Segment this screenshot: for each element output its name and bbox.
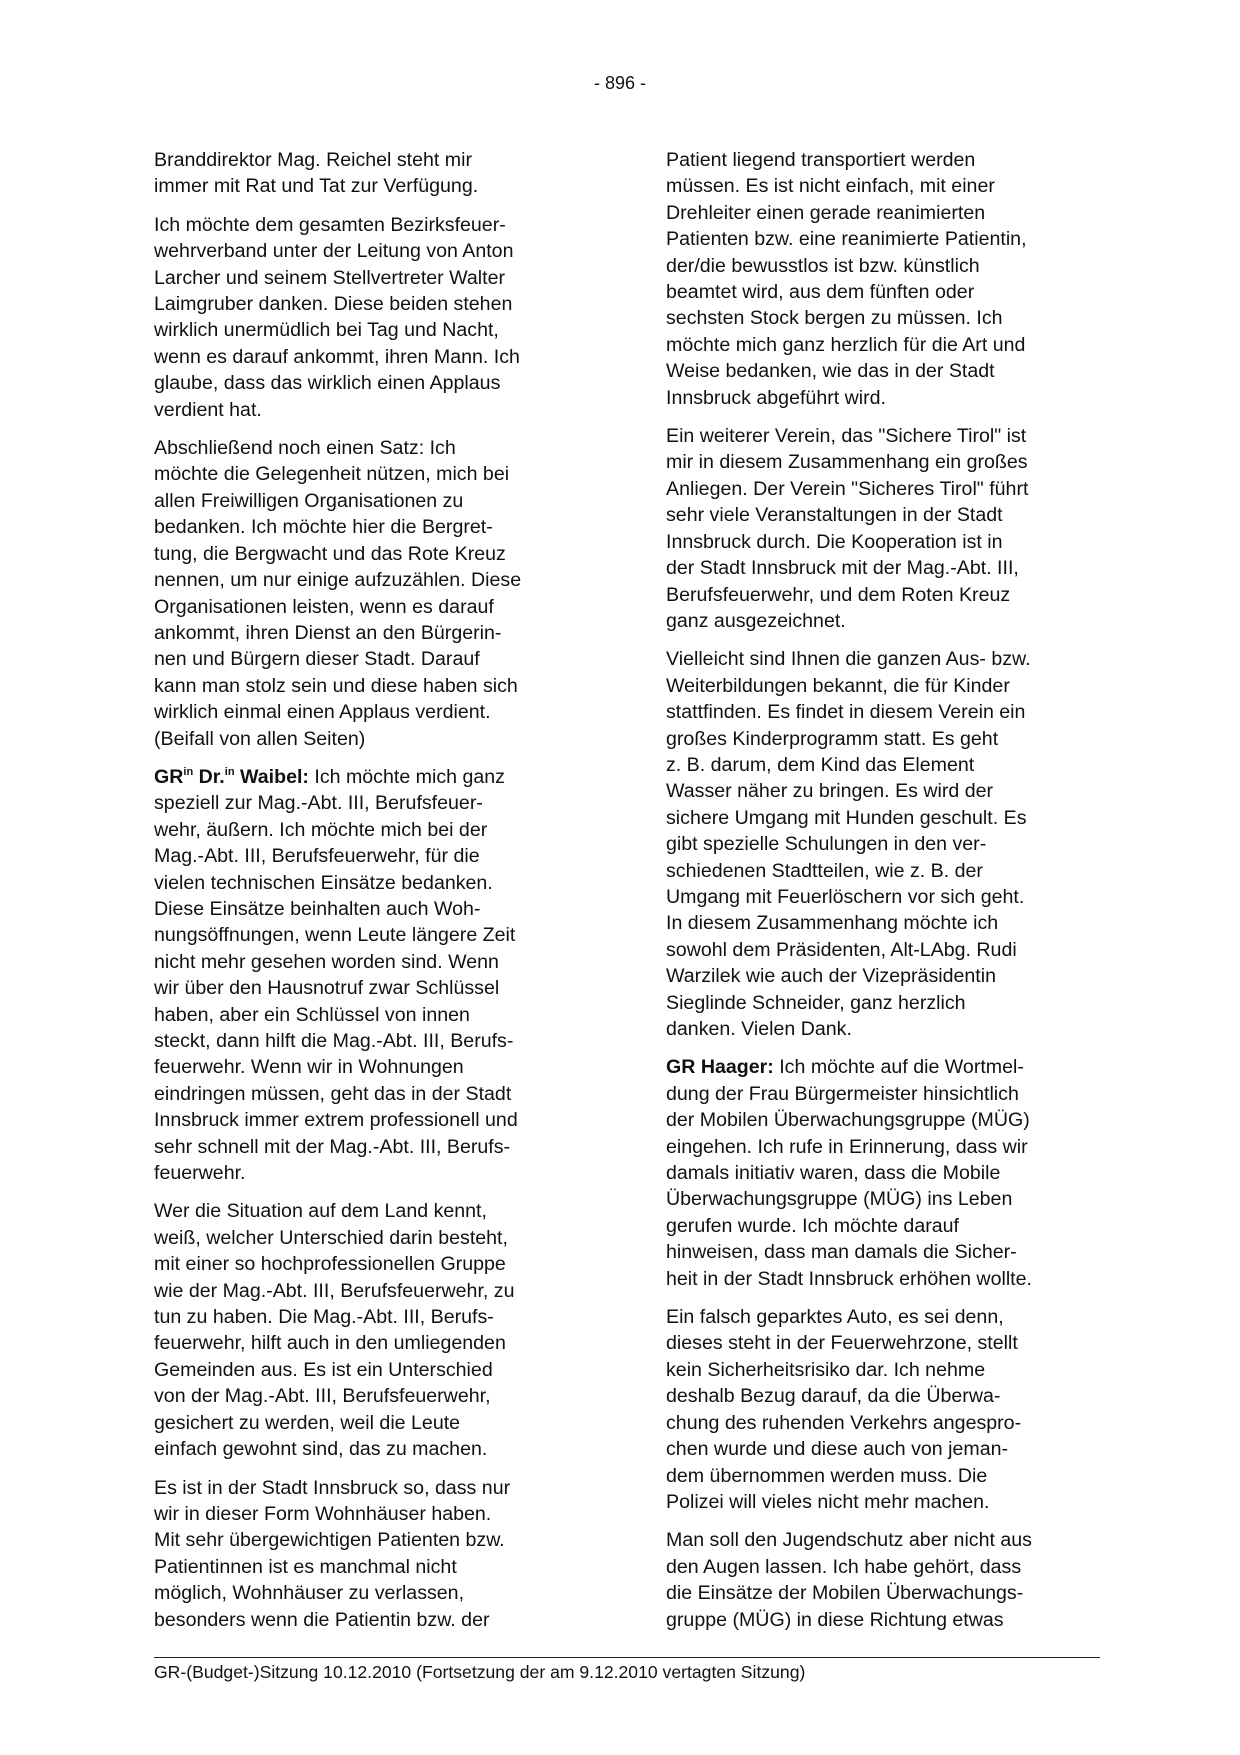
paragraph-line: kein Sicherheitsrisiko dar. Ich nehme — [666, 1358, 986, 1381]
paragraph-line: Ein weiterer Verein, das "Sichere Tirol" ist — [666, 425, 1027, 448]
paragraph-line: schiedenen Stadtteilen, wie z. B. der — [666, 859, 983, 882]
paragraph-line: nungsöffnungen, wenn Leute längere Zeit — [154, 924, 516, 947]
paragraph-line: Berufsfeuerwehr, und dem Roten Kreuz — [666, 583, 1011, 606]
paragraph-line: Es ist in der Stadt Innsbruck so, dass nur — [154, 1476, 511, 1499]
paragraph-line: wehr, äußern. Ich möchte mich bei der — [154, 818, 488, 841]
paragraph-line: wenn es darauf ankommt, ihren Mann. Ich — [154, 345, 520, 368]
paragraph-line: ganz ausgezeichnet. — [666, 609, 846, 632]
paragraph-line: dung der Frau Bürgermeister hinsichtlich — [666, 1082, 1019, 1105]
paragraph-line: möchte die Gelegenheit nützen, mich bei — [154, 463, 510, 486]
paragraph-line: müssen. Es ist nicht einfach, mit einer — [666, 175, 995, 198]
paragraph-line: mit einer so hochprofessionellen Gruppe — [154, 1253, 506, 1276]
paragraph-line: Wer die Situation auf dem Land kennt, — [154, 1200, 487, 1223]
paragraph-line: Gemeinden aus. Es ist ein Unterschied — [154, 1358, 493, 1381]
paragraph-line: Vielleicht sind Ihnen die ganzen Aus- bzw. — [666, 648, 1031, 671]
right-column — [666, 147, 1112, 1645]
paragraph-line: Polizei will vieles nicht mehr machen. — [666, 1490, 990, 1513]
paragraph-line: immer mit Rat und Tat zur Verfügung. — [154, 175, 479, 198]
paragraph-line: Warzilek wie auch der Vizepräsidentin — [666, 965, 996, 988]
paragraph-line: von der Mag.-Abt. III, Berufsfeuerwehr, — [154, 1385, 491, 1408]
paragraph-line: Diese Einsätze beinhalten auch Woh- — [154, 897, 481, 920]
paragraph-line: nen und Bürgern dieser Stadt. Darauf — [154, 648, 480, 671]
paragraph-line: weiß, welcher Unterschied darin besteht, — [154, 1226, 508, 1249]
paragraph-line: dieses steht in der Feuerwehrzone, stellt — [666, 1332, 1018, 1355]
paragraph-line: vielen technischen Einsätze bedanken. — [154, 871, 493, 894]
paragraph-line: speziell zur Mag.-Abt. III, Berufsfeuer- — [154, 792, 483, 815]
paragraph-line: nennen, um nur einige aufzuzählen. Diese — [154, 569, 522, 592]
paragraph-line: Innsbruck abgeführt wird. — [666, 386, 886, 409]
paragraph-line: wie der Mag.-Abt. III, Berufsfeuerwehr, zu — [154, 1279, 515, 1302]
speaker-name — [154, 766, 309, 788]
paragraph-line: sichere Umgang mit Hunden geschult. Es — [666, 806, 1027, 829]
paragraph-line: Mit sehr übergewichtigen Patienten bzw. — [154, 1529, 505, 1552]
page-number: - 896 - — [593, 73, 647, 93]
paragraph-line: sehr viele Veranstaltungen in der Stadt — [666, 504, 1003, 527]
paragraph-line: Ein falsch geparktes Auto, es sei denn, — [666, 1306, 1004, 1329]
paragraph-line: feuerwehr. — [154, 1162, 246, 1185]
paragraph-line: großes Kinderprogramm statt. Es geht — [666, 727, 999, 750]
paragraph-line: Man soll den Jugendschutz aber nicht aus — [666, 1529, 1032, 1552]
paragraph-line: haben, aber ein Schlüssel von innen — [154, 1003, 470, 1026]
paragraph-line: deshalb Bezug darauf, da die Überwa- — [666, 1385, 1001, 1408]
paragraph-line: eindringen müssen, geht das in der Stadt — [154, 1082, 512, 1105]
paragraph-line: Larcher und seinem Stellvertreter Walter — [154, 266, 506, 289]
paragraph-line: tung, die Bergwacht und das Rote Kreuz — [154, 542, 506, 565]
paragraph-line — [666, 1054, 1112, 1080]
paragraph-line: Mag.-Abt. III, Berufsfeuerwehr, für die — [154, 845, 480, 868]
speaker-prefix: GR — [154, 765, 184, 788]
left-column — [154, 147, 600, 1645]
speaker-title-suffix: in — [183, 765, 194, 778]
paragraph-line: Sieglinde Schneider, ganz herzlich — [666, 991, 966, 1014]
paragraph-line: Anliegen. Der Verein "Sicheres Tirol" führt — [666, 477, 1029, 500]
speaker-statement-start: Ich möchte mich ganz — [308, 765, 505, 788]
paragraph — [666, 1527, 1112, 1633]
paragraph-line: Laimgruber danken. Diese beiden stehen — [154, 293, 513, 316]
paragraph-line: gibt spezielle Schulungen in den ver- — [666, 833, 987, 856]
paragraph-line: dem übernommen werden muss. Die — [666, 1464, 988, 1487]
paragraph-line: glaube, dass das wirklich einen Applaus — [154, 372, 501, 395]
paragraph — [154, 1475, 600, 1633]
paragraph-line: Innsbruck immer extrem professionell und — [154, 1109, 518, 1132]
paragraph-line: Abschließend noch einen Satz: Ich — [154, 437, 456, 460]
paragraph-line: besonders wenn die Patientin bzw. der — [154, 1608, 490, 1631]
paragraph-line: damals initiativ waren, dass die Mobile — [666, 1162, 1001, 1185]
paragraph — [666, 1054, 1112, 1292]
paragraph-line: Innsbruck durch. Die Kooperation ist in — [666, 530, 1003, 553]
paragraph-line: den Augen lassen. Ich habe gehört, dass — [666, 1555, 1022, 1578]
paragraph-line: chung des ruhenden Verkehrs angespro- — [666, 1411, 1022, 1434]
paragraph-line: sehr schnell mit der Mag.-Abt. III, Berufs- — [154, 1135, 511, 1158]
paragraph-line: z. B. darum, dem Kind das Element — [666, 753, 975, 776]
paragraph-line: Umgang mit Feuerlöschern vor sich geht. — [666, 885, 1025, 908]
paragraph — [154, 435, 600, 752]
speaker-name: GR Haager: — [666, 1056, 774, 1079]
paragraph-line: wir über den Hausnotruf zwar Schlüssel — [154, 977, 500, 1000]
paragraph-line: sowohl dem Präsidenten, Alt-LAbg. Rudi — [666, 938, 1017, 961]
paragraph — [154, 212, 600, 423]
paragraph-line: nicht mehr gesehen worden sind. Wenn — [154, 950, 499, 973]
paragraph — [154, 1198, 600, 1462]
paragraph-line: der Stadt Innsbruck mit der Mag.-Abt. III, — [666, 557, 1019, 580]
paragraph-line: eingehen. Ich rufe in Erinnerung, dass wir — [666, 1135, 1028, 1158]
paragraph-line: ankommt, ihren Dienst an den Bürgerin- — [154, 621, 502, 644]
paragraph — [666, 147, 1112, 411]
paragraph-line: mir in diesem Zusammenhang ein großes — [666, 451, 1028, 474]
paragraph-line: danken. Vielen Dank. — [666, 1018, 852, 1040]
paragraph-line: Patient liegend transportiert werden — [666, 149, 976, 171]
paragraph-line: Branddirektor Mag. Reichel steht mir — [154, 149, 472, 171]
paragraph-line: stattfinden. Es findet in diesem Verein ein — [666, 701, 1026, 724]
paragraph — [154, 764, 600, 1187]
paragraph-line: wehrverband unter der Leitung von Anton — [154, 240, 514, 263]
paragraph-line: hinweisen, dass man damals die Sicher- — [666, 1241, 1017, 1264]
paragraph-line: die Einsätze der Mobilen Überwachungs- — [666, 1582, 1024, 1605]
paragraph-line: möchte mich ganz herzlich für die Art und — [666, 333, 1026, 356]
speaker-statement-start: Ich möchte auf die Wortmel- — [773, 1056, 1024, 1079]
speaker-title: Dr. — [193, 765, 225, 788]
paragraph-line: Überwachungsgruppe (MÜG) ins Leben — [666, 1188, 1013, 1211]
paragraph-line: Patientinnen ist es manchmal nicht — [154, 1555, 457, 1578]
paragraph-line: wirklich unermüdlich bei Tag und Nacht, — [154, 319, 499, 342]
speaker-name — [666, 1056, 774, 1078]
paragraph-line: beamtet wird, aus dem fünften oder — [666, 281, 975, 304]
paragraph-line: tun zu haben. Die Mag.-Abt. III, Berufs- — [154, 1306, 494, 1329]
footer-divider — [154, 1657, 1100, 1658]
paragraph-line: wir in dieser Form Wohnhäuser haben. — [154, 1502, 492, 1525]
paragraph — [666, 1304, 1112, 1515]
paragraph-line: allen Freiwilligen Organisationen zu — [154, 489, 464, 512]
paragraph-line: der/die bewusstlos ist bzw. künstlich — [666, 254, 980, 277]
paragraph-line — [154, 764, 600, 790]
paragraph-line: (Beifall von allen Seiten) — [154, 727, 366, 750]
paragraph-line: gruppe (MÜG) in diese Richtung etwas — [666, 1608, 1004, 1631]
paragraph-line: heit in der Stadt Innsbruck erhöhen wollte. — [666, 1267, 1032, 1290]
paragraph-line: Ich möchte dem gesamten Bezirksfeuer- — [154, 213, 506, 236]
paragraph-line: gesichert zu werden, weil die Leute — [154, 1411, 461, 1434]
paragraph — [666, 423, 1112, 634]
paragraph-line: In diesem Zusammenhang möchte ich — [666, 912, 999, 935]
paragraph-line: Organisationen leisten, wenn es darauf — [154, 595, 494, 618]
paragraph-line: der Mobilen Überwachungsgruppe (MÜG) — [666, 1109, 1030, 1132]
paragraph-line: möglich, Wohnhäuser zu verlassen, — [154, 1582, 465, 1605]
speaker-name: Waibel: — [234, 765, 309, 788]
paragraph-line: Wasser näher zu bringen. Es wird der — [666, 780, 994, 803]
paragraph-line: feuerwehr. Wenn wir in Wohnungen — [154, 1056, 464, 1079]
paragraph-line: Weise bedanken, wie das in der Stadt — [666, 360, 995, 383]
paragraph-line: Weiterbildungen bekannt, die für Kinder — [666, 674, 1010, 697]
paragraph-line: sechsten Stock bergen zu müssen. Ich — [666, 307, 1003, 330]
footer-session-info: GR-(Budget-)Sitzung 10.12.2010 (Fortsetzung der am 9.12.2010 vertagten Sitzung) — [154, 1662, 806, 1682]
paragraph — [666, 646, 1112, 1042]
paragraph-line: chen wurde und diese auch von jeman- — [666, 1438, 1009, 1461]
paragraph-line: verdient hat. — [154, 398, 262, 421]
paragraph-line: einfach gewohnt sind, das zu machen. — [154, 1438, 488, 1461]
paragraph-line: bedanken. Ich möchte hier die Bergret- — [154, 516, 493, 539]
paragraph-line: gerufen wurde. Ich möchte darauf — [666, 1214, 959, 1237]
paragraph-line: steckt, dann hilft die Mag.-Abt. III, Berufs- — [154, 1030, 514, 1052]
paragraph-line: kann man stolz sein und diese haben sich — [154, 674, 518, 697]
paragraph-line: Drehleiter einen gerade reanimierten — [666, 201, 986, 224]
paragraph-line: feuerwehr, hilft auch in den umliegenden — [154, 1332, 506, 1355]
speaker-title-suffix: in — [224, 765, 235, 778]
paragraph — [154, 147, 600, 200]
paragraph-line: wirklich einmal einen Applaus verdient. — [154, 701, 491, 724]
paragraph-line: Patienten bzw. eine reanimierte Patientin, — [666, 228, 1027, 251]
